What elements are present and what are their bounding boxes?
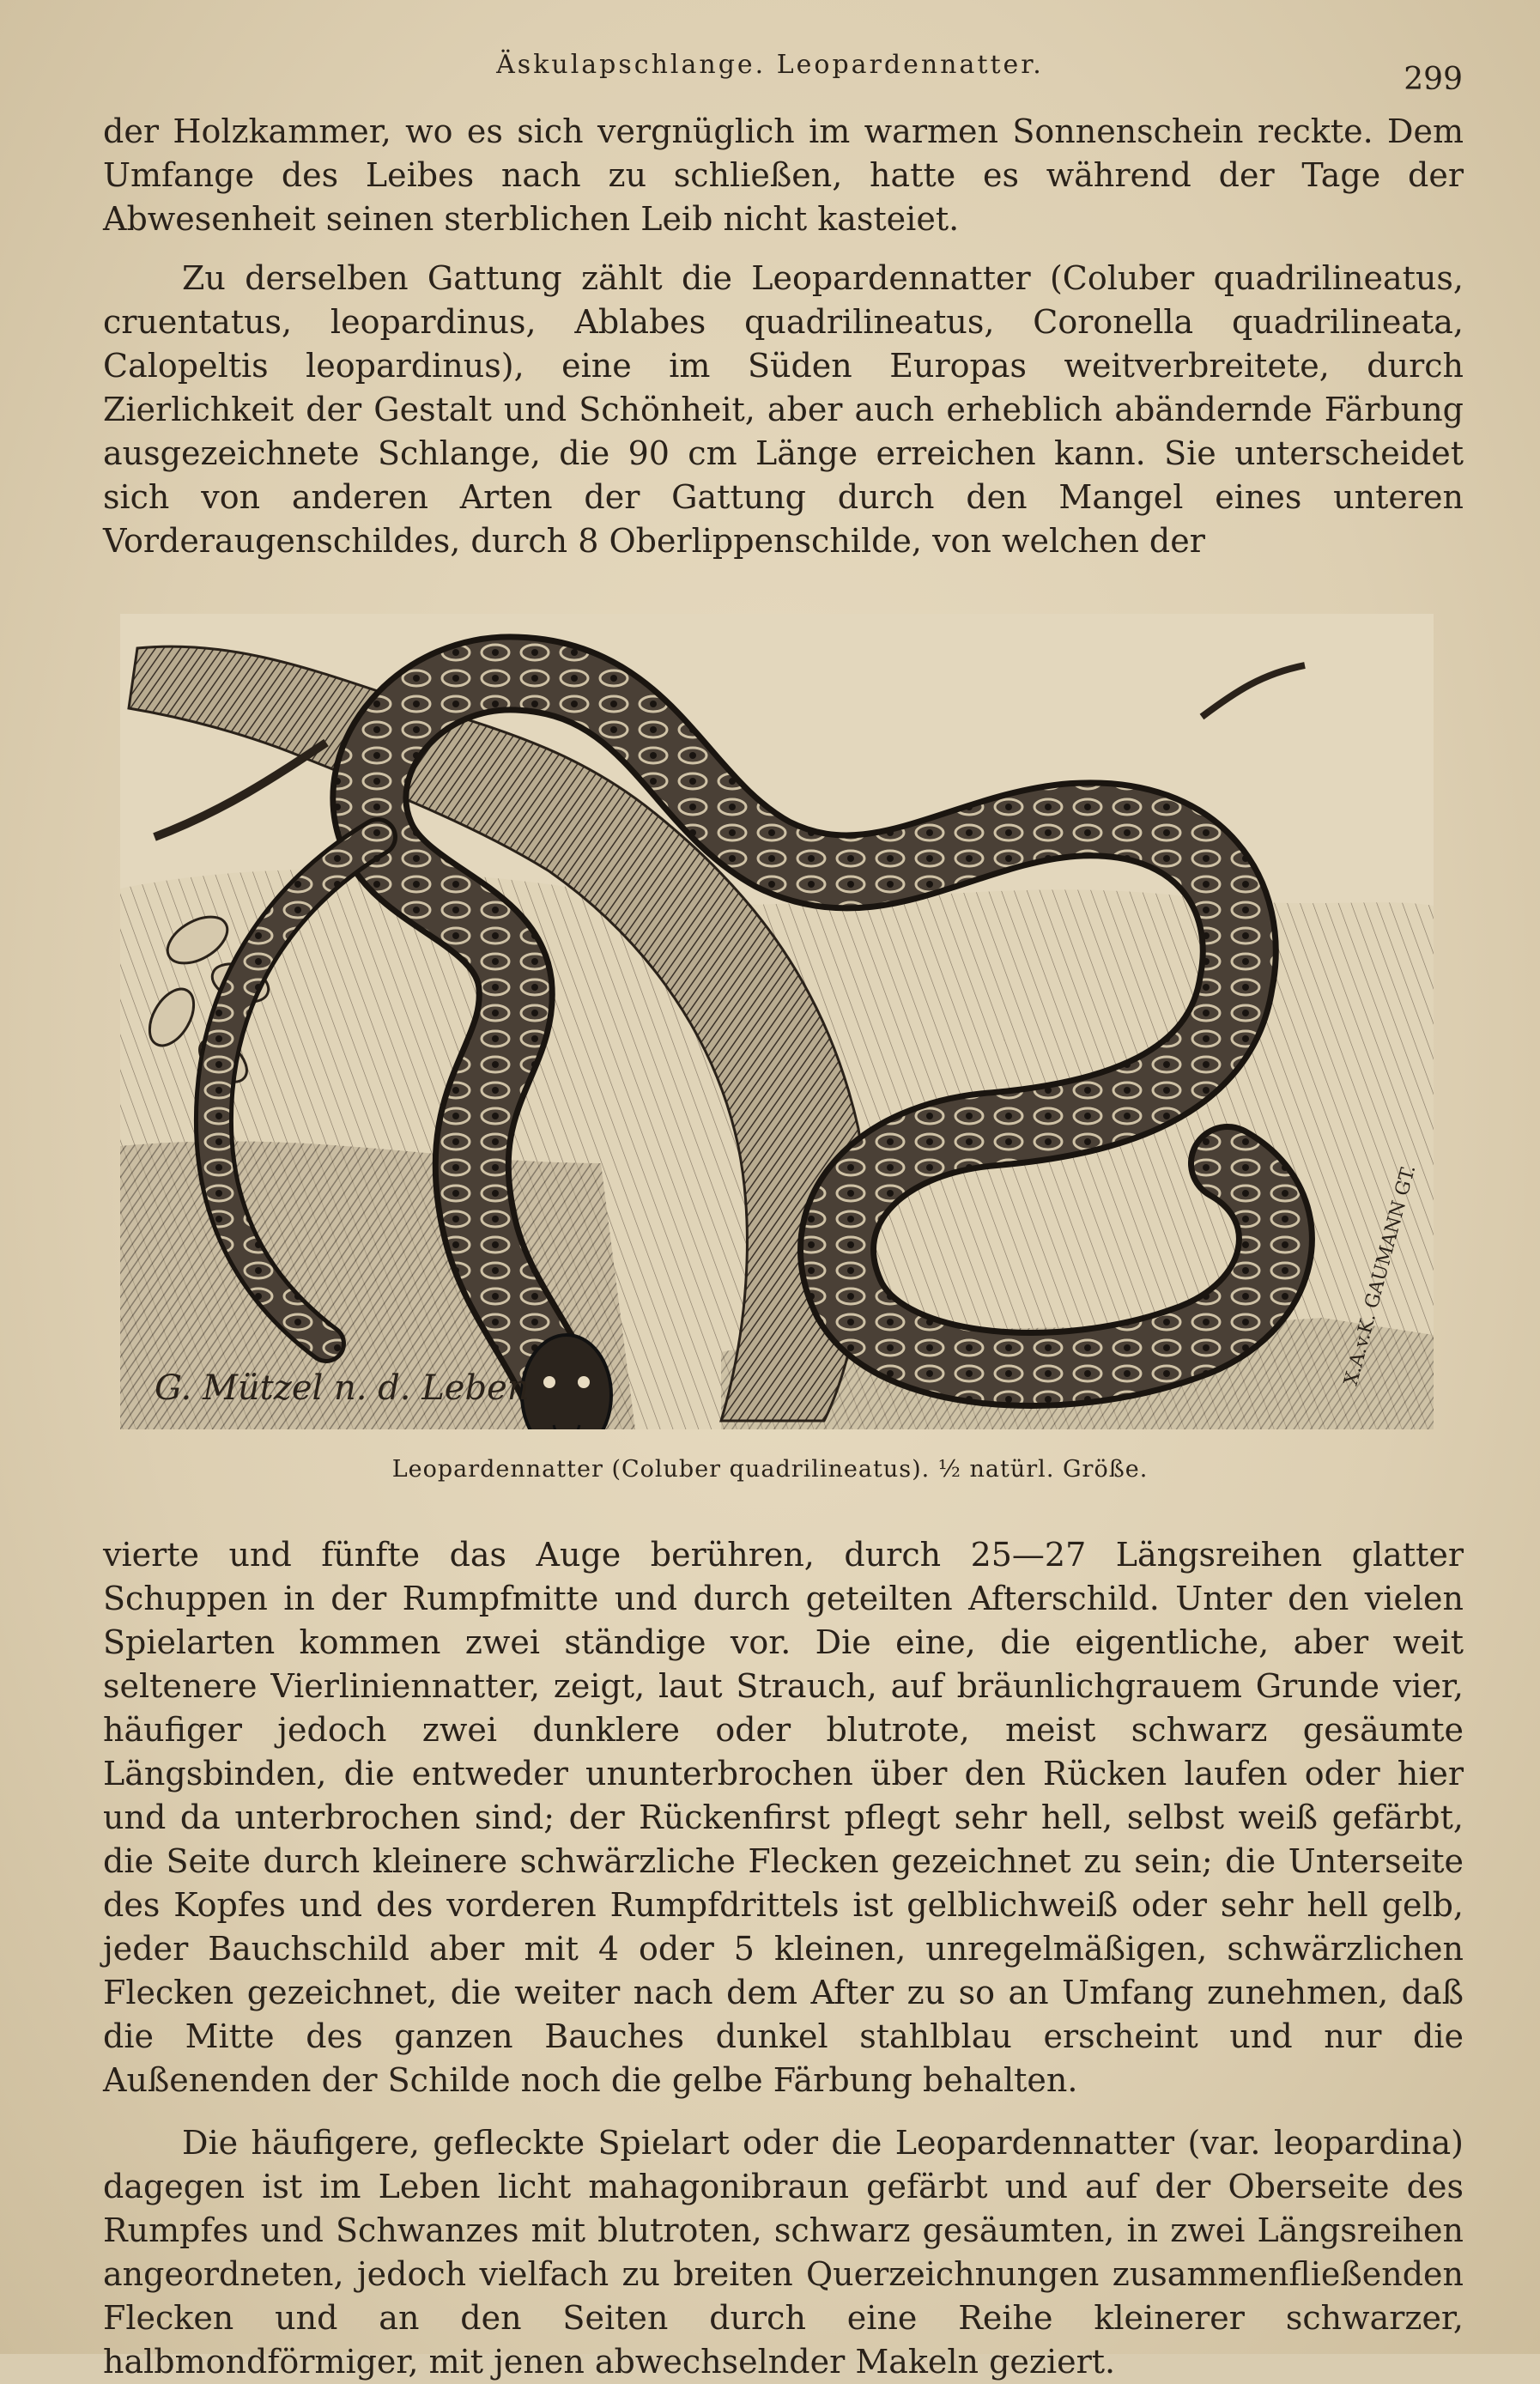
engraving-image — [120, 614, 1434, 1429]
page-number: 299 — [1404, 62, 1463, 97]
paragraph: Zu derselben Gattung zählt die Leopardennatter (Coluber quadrilineatus, cruentatus, leopardinus, Ablabes quadrilineatus, Coronella quadrilineata, Calopeltis leopardinus), eine im Süden Europas weitverbreitete, durch Zierlichkeit der Gestalt und Schönheit, aber auch erheblich abändernde Färbung ausgezeichnete Schlange, die 90 cm Länge erreichen kann. Sie unterscheidet sich von anderen Arten der Gattung durch den Mangel eines unteren Vorderaugenschildes, durch 8 Oberlippenschilde, von welchen der — [103, 259, 1464, 560]
text-block-bottom — [103, 1533, 1464, 2384]
snake-illustration — [120, 614, 1434, 1429]
paragraph: der Holzkammer, wo es sich vergnüglich im warmen Sonnenschein reckte. Dem Umfange des Leibes nach zu schließen, hatte es während der Tage der Abwesenheit seinen sterblichen Leib nicht kasteiet. — [103, 112, 1464, 238]
text-block-top — [103, 110, 1464, 563]
figure-caption: Leopardennatter (Coluber quadrilineatus). ½ natürl. Größe. — [391, 1456, 1149, 1483]
paragraph: vierte und fünfte das Auge berühren, durch 25—27 Längsreihen glatter Schuppen in der Rumpfmitte und durch geteilten Afterschild. Unter den vielen Spielarten kommen zwei ständige vor. Die eine, die eigentliche, aber weit seltenere Vierliniennatter, zeigt, laut Strauch, auf bräunlichgrauem Grunde vier, häufiger jedoch zwei dunklere oder blutrote, meist schwarz gesäumte Längsbinden, die entweder ununterbrochen über den Rücken laufen oder hier und da unterbrochen sind; der Rückenfirst pflegt sehr hell, selbst weiß gefärbt, die Seite durch kleinere schwärzliche Flecken gezeichnet zu sein; die Unterseite des Kopfes und des vorderen Rumpfdrittels ist gelblichweiß oder sehr hell gelb, jeder Bauchschild aber mit 4 oder 5 kleinen, unregelmäßigen, schwärzlichen Flecken gezeichnet, die weiter nach dem After zu so an Umfang zunehmen, daß die Mitte des ganzen Bauches dunkel stahlblau erscheint und nur die Außenenden der Schilde noch die gelbe Färbung behalten. — [103, 1536, 1464, 2099]
artist-signature: G. Mützel n. d. Leben — [155, 1368, 530, 1408]
paragraph: Die häufigere, gefleckte Spielart oder die Leopardennatter (var. leopardina) dagegen ist im Leben licht mahagonibraun gefärbt und auf der Oberseite des Rumpfes und Schwanzes mit blutroten, schwarz gesäumten, in zwei Längsreihen angeordneten, jedoch vielfach zu breiten Querzeichnungen zusammenfließenden Flecken und an den Seiten durch eine Reihe kleinerer schwarzer, halbmondförmiger, mit jenen abwechselnder Makeln geziert. — [103, 2124, 1464, 2381]
engraver-signature: X.A.v.K. GAUMANN GT. — [1340, 1162, 1421, 1388]
running-head: Äskulapschlange. Leopardennatter. — [496, 50, 1044, 80]
